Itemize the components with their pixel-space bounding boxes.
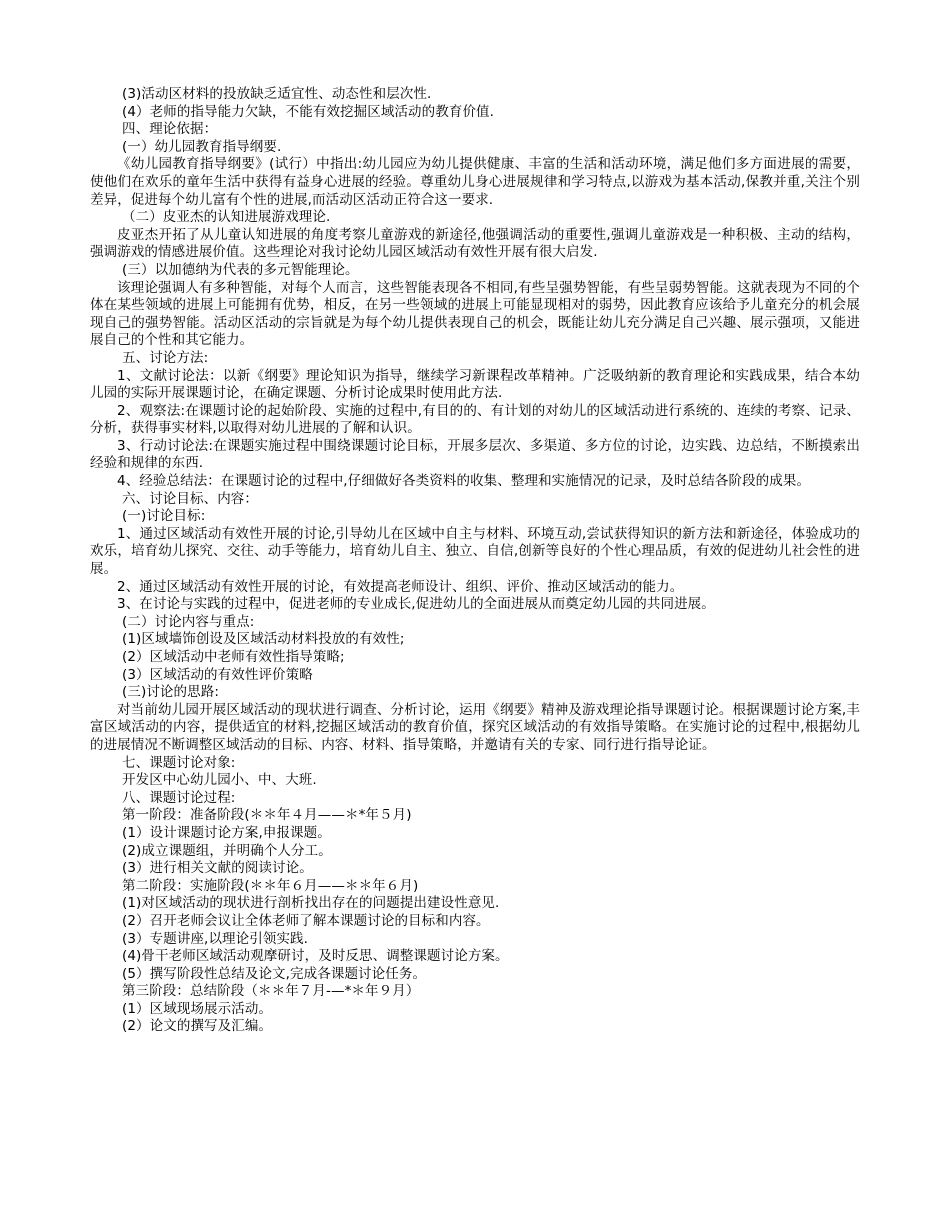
list-item: (1）设计课题讨论方案,申报课题。 <box>122 824 331 841</box>
subsection-heading: (一)讨论目标: <box>122 508 206 525</box>
paragraph: 2、观察法:在课题讨论的起始阶段、实施的过程中,有目的的、有计划的对幼儿的区域活动进行系统的、连续的考察、记录、分析，获得事实材料,以取得对幼儿进展的了解和认识。 <box>90 402 860 437</box>
list-item: (3)活动区材料的投放缺乏适宜性、动态性和层次性. <box>122 86 432 102</box>
paragraph: 开发区中心幼儿园小、中、大班. <box>122 772 317 789</box>
list-item: (2）召开老师会议让全体老师了解本课题讨论的目标和内容。 <box>122 912 490 929</box>
list-item: (3）专题讲座,以理论引领实践. <box>122 930 309 947</box>
paragraph: 该理论强调人有多种智能，对每个人而言，这些智能表现各不相同,有些呈强势智能，有些呈弱势智能。这就表现为不同的个体在某些领域的进展上可能拥有优势，相反，在另一些领域的进展上可能显现相对的弱势，因此教育应该给予儿童充分的机会展现自己的强势智能。活动区活动的宗旨就是为每个幼儿提供表现自己的机会，既能让幼儿充分满足自己兴趣、展示强项，又能进展自己的个性和其它能力。 <box>90 279 860 349</box>
section-heading: 六、讨论目标、内容： <box>122 490 258 507</box>
section-heading: 四、理论依据： <box>122 121 218 138</box>
paragraph: 《幼儿园教育指导纲要》(试行）中指出:幼儿园应为幼儿提供健康、丰富的生活和活动环境，满足他们多方面进展的需要，使他们在欢乐的童年生活中获得有益身心进展的经验。尊重幼儿身心进展规律和学习特点,以游戏为基本活动,保教并重,关注个别差异，促进每个幼儿富有个性的进展,而活动区活动正符合这一要求. <box>90 156 860 208</box>
section-heading: 七、课题讨论对象: <box>122 754 236 771</box>
subsection-heading: (二）讨论内容与重点: <box>122 613 255 630</box>
paragraph: 3、行动讨论法:在课题实施过程中围绕课题讨论目标，开展多层次、多渠道、多方位的讨论，边实践、边总结，不断摸索出经验和规律的东西. <box>90 437 860 472</box>
list-item: (1)区域墙饰创设及区域活动材料投放的有效性; <box>122 631 405 648</box>
subsection-heading: (一）幼儿园教育指导纲要. <box>122 138 282 155</box>
stage-heading: 第三阶段：总结阶段（＊＊年７月-—*＊年９月） <box>122 983 420 1000</box>
list-item: (1)对区域活动的现状进行剖析找出存在的问题提出建设性意见. <box>122 895 500 912</box>
list-item: (4）老师的指导能力欠缺，不能有效挖掘区域活动的教育价值. <box>122 103 495 120</box>
section-heading: 五、讨论方法: <box>122 349 209 366</box>
list-item: (5）撰写阶段性总结及论文,完成各课题讨论任务。 <box>122 965 427 982</box>
paragraph: 2、通过区域活动有效性开展的讨论，有效提高老师设计、组织、评价、推动区域活动的能力。 <box>117 578 684 595</box>
subsection-heading: （二）皮亚杰的认知进展游戏理论. <box>122 209 331 226</box>
list-item: (4)骨干老师区域活动观摩研讨，及时反思、调整课题讨论方案。 <box>122 948 509 965</box>
list-item: (2）区域活动中老师有效性指导策略; <box>122 649 345 665</box>
paragraph: 1、文献讨论法：以新《纲要》理论知识为指导，继续学习新课程改革精神。广泛吸纳新的教育理论和实践成果，结合本幼儿园的实际开展课题讨论，在确定课题、分析讨论成果时使用此方法. <box>90 367 860 402</box>
paragraph: 4、经验总结法：在课题讨论的过程中,仔细做好各类资料的收集、整理和实施情况的记录，及时总结各阶段的成果。 <box>117 473 811 490</box>
subsection-heading: (三）以加德纳为代表的多元智能理论。 <box>122 261 359 278</box>
section-heading: 八、课题讨论过程: <box>122 789 236 806</box>
stage-heading: 第一阶段：准备阶段(＊＊年４月——＊*年５月) <box>122 807 412 824</box>
paragraph: 3、在讨论与实践的过程中，促进老师的专业成长,促进幼儿的全面进展从而奠定幼儿园的共同进展。 <box>117 596 715 613</box>
stage-heading: 第二阶段：实施阶段(＊＊年６月——＊＊年６月) <box>122 877 419 894</box>
paragraph: 对当前幼儿园开展区域活动的现状进行调查、分析讨论，运用《纲要》精神及游戏理论指导课题讨论。根据课题讨论方案,丰富区域活动的内容，提供适宜的材料,挖掘区域活动的教育价值，探究区域活动的有效指导策略。在实施讨论的过程中,根据幼儿的进展情况不断调整区域活动的目标、内容、材料、指导策略，并邀请有关的专家、同行进行指导论证。 <box>90 701 860 753</box>
paragraph: 皮亚杰开拓了从儿童认知进展的角度考察儿童游戏的新途径,他强调活动的重要性,强调儿童游戏是一种积极、主动的结构，强调游戏的情感进展价值。这些理论对我讨论幼儿园区域活动有效性开展有很大启发. <box>90 226 860 261</box>
list-item: (1）区域现场展示活动。 <box>122 1000 273 1017</box>
list-item: (2)成立课题组，并明确个人分工。 <box>122 842 332 859</box>
list-item: (3）区域活动的有效性评价策略 <box>122 666 313 683</box>
list-item: (2）论文的撰写及汇编。 <box>122 1018 273 1035</box>
paragraph: 1、通过区域活动有效性开展的讨论,引导幼儿在区域中自主与材料、环境互动,尝试获得知识的新方法和新途径，体验成功的欢乐，培育幼儿探究、交往、动手等能力，培育幼儿自主、独立、自信,创新等良好的个性心理品质，有效的促进幼儿社会性的进展。 <box>90 525 860 578</box>
list-item: (3）进行相关文献的阅读讨论。 <box>122 860 313 877</box>
subsection-heading: (三)讨论的思路: <box>122 684 219 701</box>
